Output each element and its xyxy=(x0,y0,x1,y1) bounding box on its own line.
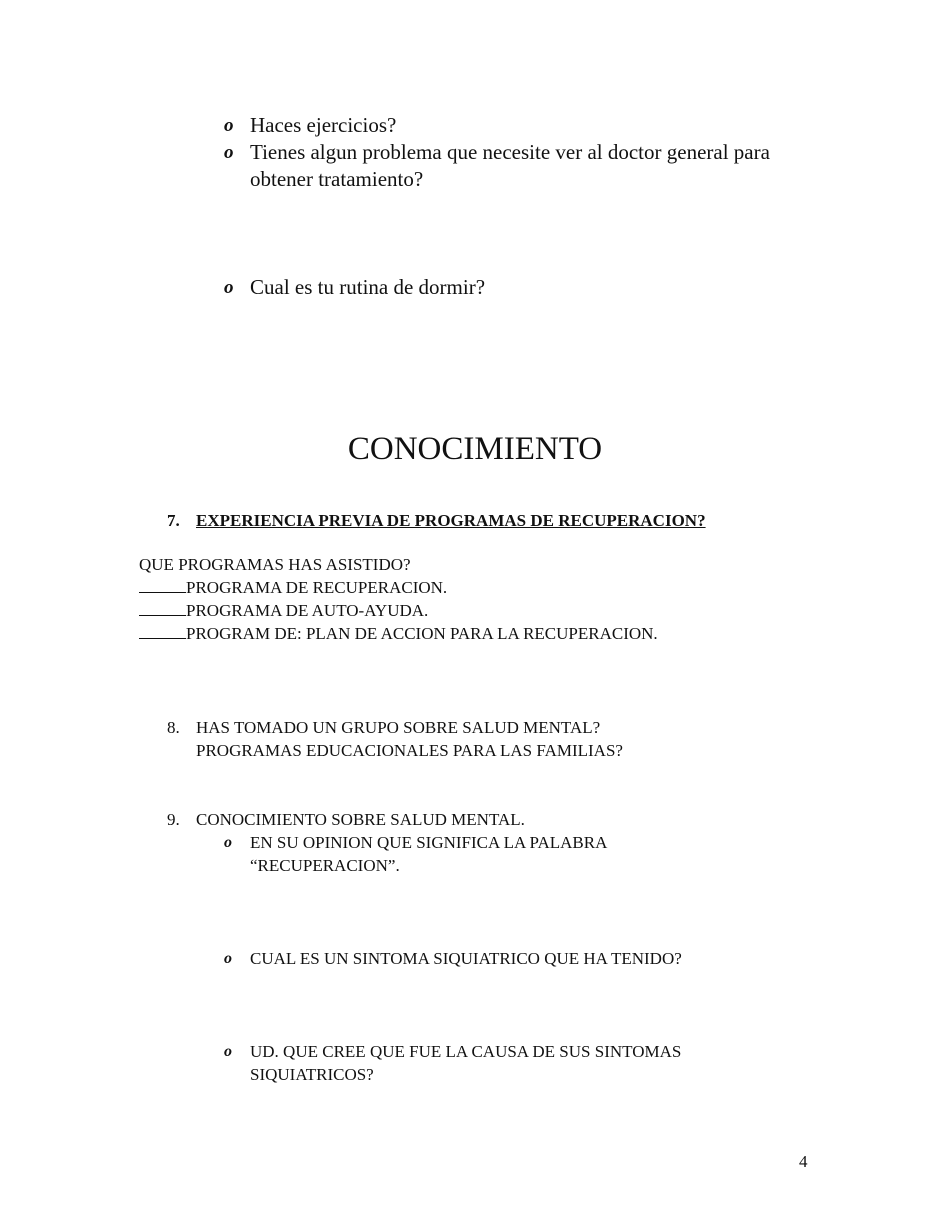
bullet-marker: o xyxy=(224,950,232,967)
question-line: HAS TOMADO UN GRUPO SOBRE SALUD MENTAL? xyxy=(196,718,601,737)
bullet-doctor xyxy=(224,139,810,193)
bullet-exercise xyxy=(224,112,810,139)
question-8 xyxy=(167,716,623,762)
sub-question-meaning xyxy=(224,831,690,877)
question-number: 7. xyxy=(167,511,180,530)
bullet-sleep xyxy=(224,274,810,301)
question-number: 9. xyxy=(167,810,180,829)
bullet-marker: o xyxy=(224,1043,232,1060)
program-option-label: PROGRAMA DE AUTO-AYUDA. xyxy=(186,601,429,620)
bullet-marker: o xyxy=(224,277,234,298)
bullet-text: Haces ejercicios? xyxy=(250,113,397,137)
bullet-text: Cual es tu rutina de dormir? xyxy=(250,275,486,299)
sub-question-text: EN SU OPINION QUE SIGNIFICA LA PALABRA “RECUPERACION”. xyxy=(250,833,607,875)
fill-blank[interactable] xyxy=(139,577,186,593)
sub-question-text: CUAL ES UN SINTOMA SIQUIATRICO QUE HA TENIDO? xyxy=(250,949,682,968)
question-label: CONOCIMIENTO SOBRE SALUD MENTAL. xyxy=(196,810,525,829)
fill-blank[interactable] xyxy=(139,623,186,639)
question-7 xyxy=(167,510,706,532)
section-title: CONOCIMIENTO xyxy=(347,431,603,467)
program-option xyxy=(139,622,658,645)
programs-block xyxy=(139,553,658,645)
bullet-marker: o xyxy=(224,142,234,163)
question-9 xyxy=(167,808,525,831)
sub-question-cause xyxy=(224,1040,750,1086)
programs-heading: QUE PROGRAMAS HAS ASISTIDO? xyxy=(139,555,411,574)
sub-question-symptom xyxy=(224,947,770,970)
bullet-marker: o xyxy=(224,834,232,851)
question-line: PROGRAMAS EDUCACIONALES PARA LAS FAMILIAS? xyxy=(196,741,623,760)
page-number: 4 xyxy=(799,1152,808,1171)
fill-blank[interactable] xyxy=(139,600,186,616)
bullet-marker: o xyxy=(224,115,234,136)
question-number: 8. xyxy=(167,718,180,737)
program-option-label: PROGRAM DE: PLAN DE ACCION PARA LA RECUPERACION. xyxy=(186,624,658,643)
sub-question-text: UD. QUE CREE QUE FUE LA CAUSA DE SUS SINTOMAS SIQUIATRICOS? xyxy=(250,1042,682,1084)
bullet-text: Tienes algun problema que necesite ver al doctor general para obtener tratamiento? xyxy=(250,140,770,191)
program-option xyxy=(139,599,658,622)
question-label: EXPERIENCIA PREVIA DE PROGRAMAS DE RECUPERACION? xyxy=(196,511,706,530)
program-option-label: PROGRAMA DE RECUPERACION. xyxy=(186,578,448,597)
program-option xyxy=(139,576,658,599)
